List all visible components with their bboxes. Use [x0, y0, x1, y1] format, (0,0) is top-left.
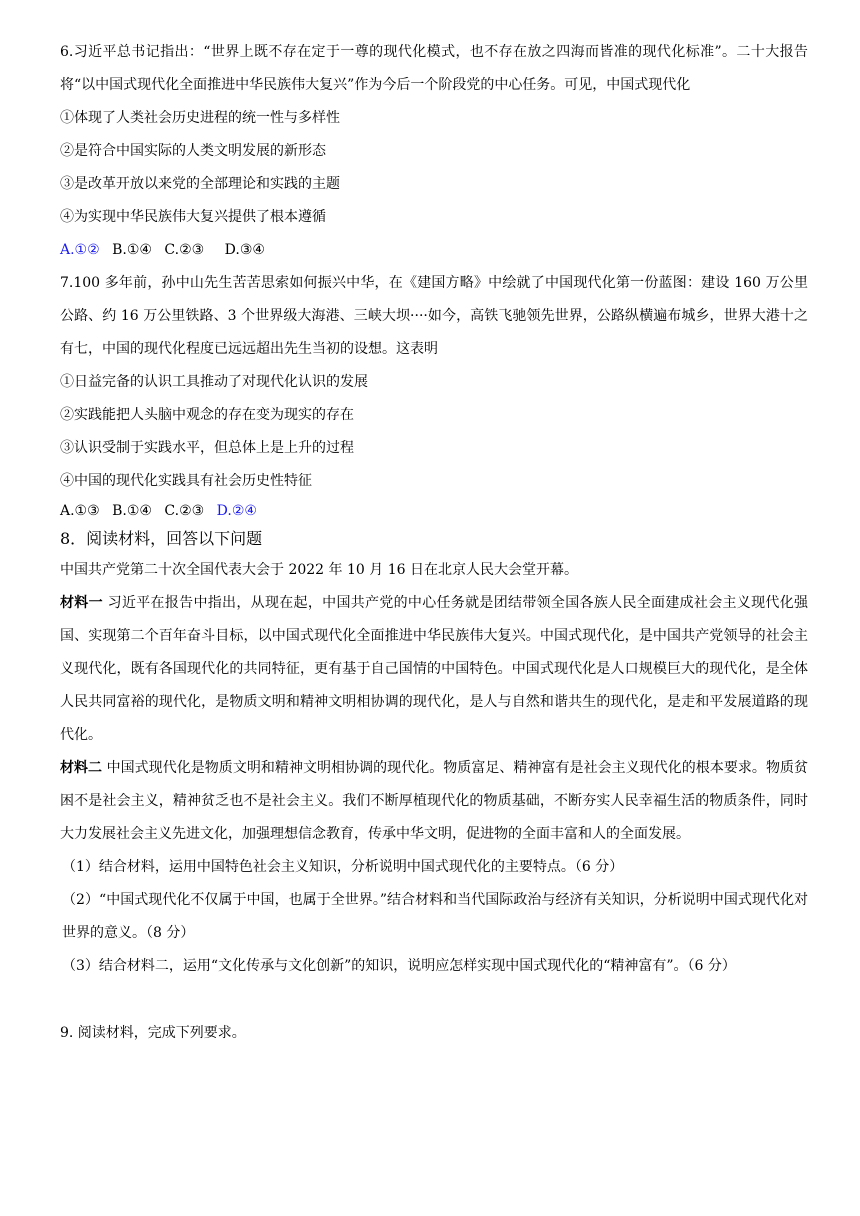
q6-option-d: D.③④ [224, 242, 265, 258]
q8-sub-question-3: （3）结合材料二，运用“文化传承与文化创新”的知识，说明应怎样实现中国式现代化的“精神富有”。（6 分） [62, 958, 736, 974]
q7-item-2: ②实践能把人头脑中观念的存在变为现实的存在 [60, 407, 354, 423]
q8-title: 8．阅读材料，回答以下问题 [60, 529, 263, 548]
q6-item-3: ③是改革开放以来党的全部理论和实践的主题 [60, 176, 340, 192]
q6-option-b: B.①④ [112, 242, 152, 258]
q6-stem: 6.习近平总书记指出：“世界上既不存在定于一尊的现代化模式，也不存在放之四海而皆准的现代化标准”。二十大报告将“以中国式现代化全面推进中华民族伟大复兴”作为今后一个阶段党的中心任务。可见，中国式现代化 [60, 44, 808, 93]
q6-options [60, 234, 808, 267]
q7-option-a: A.①③ [60, 503, 100, 519]
q7-option-d: D.②④ [216, 503, 257, 519]
q8-material-2-text: 中国式现代化是物质文明和精神文明相协调的现代化。物质富足、精神富有是社会主义现代化的根本要求。物质贫困不是社会主义，精神贫乏也不是社会主义。我们不断厚植现代化的物质基础，不断夯实人民幸福生活的物质条件，同时大力发展社会主义先进文化，加强理想信念教育，传承中华文明，促进物的全面丰富和人的全面发展。 [60, 760, 809, 842]
q8-material-1 [60, 587, 808, 752]
q9-title: 9. 阅读材料，完成下列要求。 [60, 1025, 246, 1041]
document-page [60, 36, 808, 1050]
q6-option-a: A.①② [60, 242, 100, 258]
q6-item-4: ④为实现中华民族伟大复兴提供了根本遵循 [60, 209, 326, 225]
q7-option-b: B.①④ [112, 503, 152, 519]
q6-item-1: ①体现了人类社会历史进程的统一性与多样性 [60, 110, 340, 126]
q7-item-3: ③认识受制于实践水平，但总体上是上升的过程 [60, 440, 354, 456]
q8-material-1-text: 习近平在报告中指出，从现在起，中国共产党的中心任务就是团结带领全国各族人民全面建成社会主义现代化强国、实现第二个百年奋斗目标，以中国式现代化全面推进中华民族伟大复兴。中国式现代化，是中国共产党领导的社会主义现代化，既有各国现代化的共同特征，更有基于自己国情的中国特色。中国式现代化是人口规模巨大的现代化，是全体人民共同富裕的现代化，是物质文明和精神文明相协调的现代化，是人与自然和谐共生的现代化，是走和平发展道路的现代化。 [60, 595, 809, 743]
q8-sub-question-1: （1）结合材料，运用中国特色社会主义知识，分析说明中国式现代化的主要特点。（6 分） [62, 859, 624, 875]
q8-material-2 [60, 752, 808, 851]
q6-option-c: C.②③ [164, 242, 205, 258]
q8-material-1-label: 材料一 [60, 595, 103, 611]
q7-options [60, 498, 808, 524]
q8-sub-question-2: （2）“中国式现代化不仅属于中国，也属于全世界。”结合材料和当代国际政治与经济有关知识，分析说明中国式现代化对世界的意义。（8 分） [62, 892, 808, 941]
q6-item-2: ②是符合中国实际的人类文明发展的新形态 [60, 143, 326, 159]
q7-item-4: ④中国的现代化实践具有社会历史性特征 [60, 473, 312, 489]
q7-option-c: C.②③ [164, 503, 205, 519]
q8-intro: 中国共产党第二十次全国代表大会于 2022 年 10 月 16 日在北京人民大会堂开幕。 [60, 562, 578, 578]
q7-stem: 7.100 多年前，孙中山先生苦苦思索如何振兴中华，在《建国方略》中绘就了中国现代化第一份蓝图：建设 160 万公里公路、约 16 万公里铁路、3 个世界级大海港、三峡大坝····如今，高铁飞驰领先世界，公路纵横遍布城乡，世界大港十之有七，中国的现代化程度已远远超出先生当初的设想。这表明 [60, 275, 808, 357]
spacer [60, 983, 808, 1017]
q8-material-2-label: 材料二 [60, 760, 103, 776]
q7-item-1: ①日益完备的认识工具推动了对现代化认识的发展 [60, 374, 368, 390]
